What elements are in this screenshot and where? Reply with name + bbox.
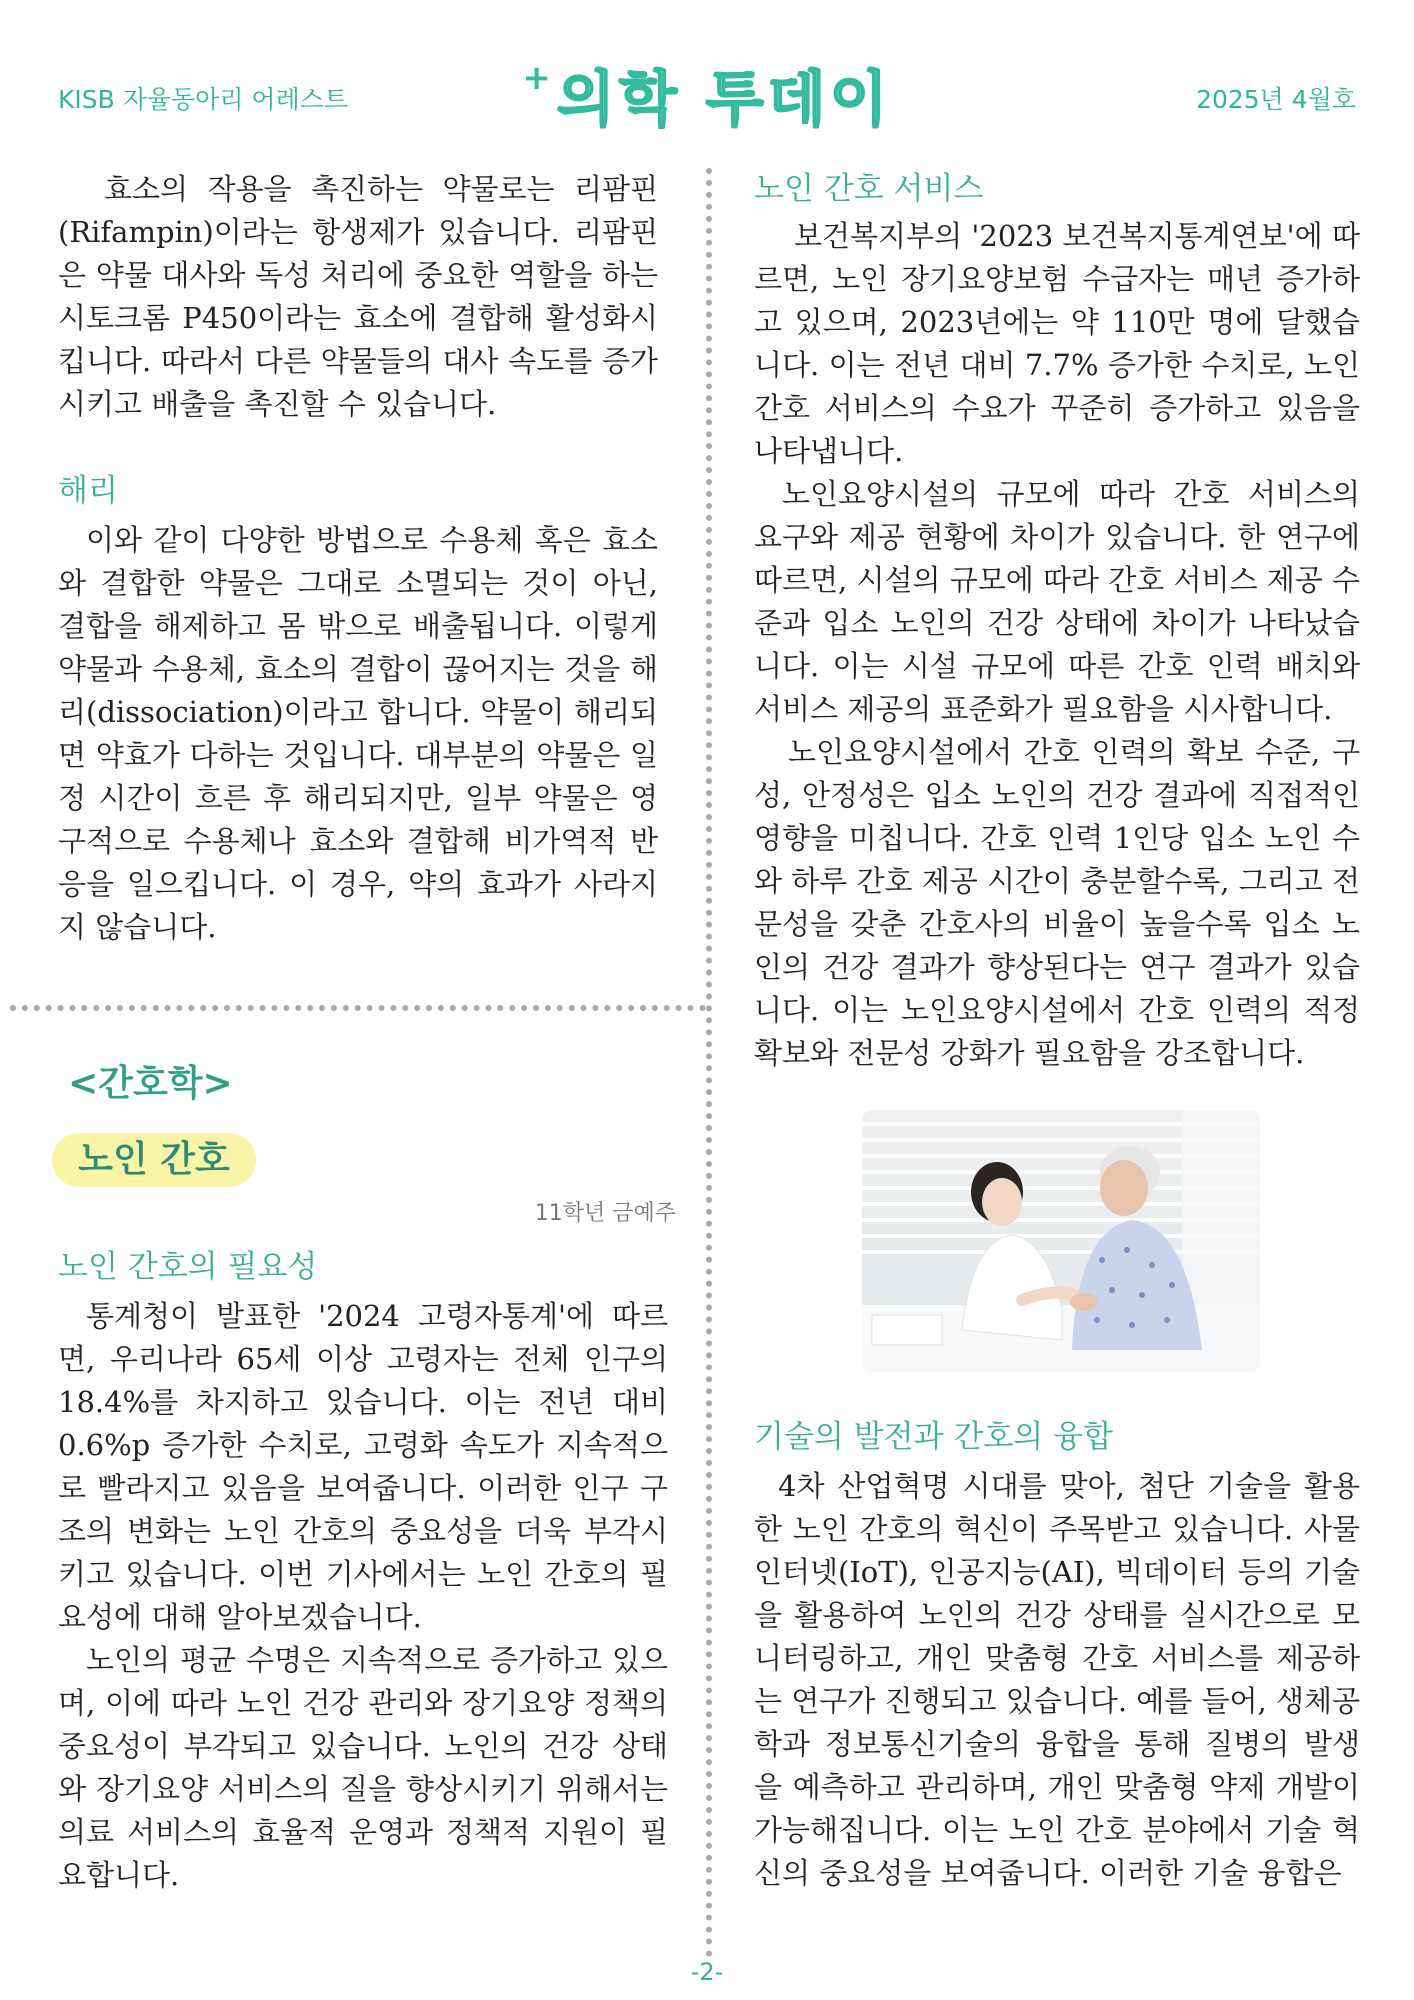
- article-title-pill: 노인 간호: [52, 1133, 256, 1187]
- tech-paragraph: 4차 산업혁명 시대를 맞아, 첨단 기술을 활용한 노인 간호의 혁신이 주목받고 있습니다. 사물인터넷(IoT), 인공지능(AI), 빅데이터 등의 기술을 활용하여 노인의 건강 상태를 실시간으로 모니터링하고, 개인 맞춤형 간호 서비스를 제공하는 연구가 진행되고 있습니다. 예를 들어, 생체공학과 정보통신기술의 융합을 통해 질병의 발생을 예측하고 관리하며, 개인 맞춤형 약제 개발이 가능해집니다. 이는 노인 간호 분야에서 기술 혁신의 중요성을 보여줍니다. 이러한 기술 융합은: [754, 1469, 1361, 1890]
- photo-illustration: [862, 1110, 1260, 1372]
- need-heading: 노인 간호의 필요성: [58, 1249, 318, 1285]
- rifampin-paragraph: 효소의 작용을 촉진하는 약물로는 리팜핀(Rifampin)이라는 항생제가 있습니다. 리팜핀은 약물 대사와 독성 처리에 중요한 역할을 하는 시토크롬 P450이라는 효소에 결합해 활성화시킵니다. 따라서 다른 약물들의 대사 속도를 증가시키고 배출을 촉진할 수 있습니다.: [58, 172, 658, 421]
- tech-heading: 기술의 발전과 간호의 융합: [754, 1419, 1113, 1455]
- masthead-title: 의학 투데이: [556, 65, 892, 135]
- author-byline: 11학년 금예주: [534, 1201, 676, 1226]
- issue-date: 2025년 4월호: [1196, 85, 1356, 114]
- right-column-top: [754, 168, 1360, 1075]
- left-column-bottom: [58, 1246, 668, 1897]
- statistics-paragraph: 통계청이 발표한 '2024 고령자통계'에 따르면, 우리나라 65세 이상 고령자는 전체 인구의 18.4%를 차지하고 있습니다. 이는 전년 대비 0.6%p 증가한 수치로, 고령화 속도가 지속적으로 빨라지고 있음을 보여줍니다. 이러한 인구 구조의 변화는 노인 간호의 중요성을 더욱 부각시키고 있습니다. 이번 기사에서는 노인 간호의 필요성에 대해 알아보겠습니다.: [58, 1299, 668, 1634]
- page-number: -2-: [690, 1958, 724, 1986]
- left-column-top: [58, 168, 658, 949]
- right-column-bottom: [754, 1416, 1360, 1895]
- column-divider: [706, 168, 712, 1958]
- service-heading: 노인 간호 서비스: [754, 171, 984, 207]
- staffing-paragraph: 노인요양시설에서 간호 인력의 확보 수준, 구성, 안정성은 입소 노인의 건강 결과에 직접적인 영향을 미칩니다. 간호 인력 1인당 입소 노인 수와 하루 간호 제공 시간이 충분할수록, 그리고 전문성을 갖춘 간호사의 비율이 높을수록 입소 노인의 건강 결과가 향상된다는 연구 결과가 있습니다. 이는 노인요양시설에서 간호 인력의 적정 확보와 전문성 강화가 필요함을 강조합니다.: [754, 735, 1361, 1070]
- facility-size-paragraph: 노인요양시설의 규모에 따라 간호 서비스의 요구와 제공 현황에 차이가 있습니다. 한 연구에 따르면, 시설의 규모에 따라 간호 서비스 제공 수준과 입소 노인의 건강 상태에 차이가 나타났습니다. 이는 시설 규모에 따른 간호 인력 배치와 서비스 제공의 표준화가 필요함을 시사합니다.: [754, 477, 1361, 726]
- section-title: <간호학>: [68, 1063, 233, 1104]
- lifespan-paragraph: 노인의 평균 수명은 지속적으로 증가하고 있으며, 이에 따라 노인 건강 관리와 장기요양 정책의 중요성이 부각되고 있습니다. 노인의 건강 상태와 장기요양 서비스의 질을 향상시키기 위해서는 의료 서비스의 효율적 운영과 정책적 지원이 필요합니다.: [58, 1643, 668, 1892]
- dissociation-paragraph: 이와 같이 다양한 방법으로 수용체 혹은 효소와 결합한 약물은 그대로 소멸되는 것이 아닌, 결합을 해제하고 몸 밖으로 배출됩니다. 이렇게 약물과 수용체, 효소의 결합이 끊어지는 것을 해리(dissociation)이라고 합니다. 약물이 해리되면 약효가 다하는 것입니다. 대부분의 약물은 일정 시간이 흐른 후 해리되지만, 일부 약물은 영구적으로 수용체나 효소와 결합해 비가역적 반응을 일으킵니다. 이 경우, 약의 효과가 사라지지 않습니다.: [58, 523, 658, 944]
- nurse-elderly-patient-photo: [862, 1110, 1260, 1372]
- masthead-plus: +: [522, 58, 555, 98]
- service-stats-paragraph: 보건복지부의 '2023 보건복지통계연보'에 따르면, 노인 장기요양보험 수급자는 매년 증가하고 있으며, 2023년에는 약 110만 명에 달했습니다. 이는 전년 대비 7.7% 증가한 수치로, 노인 간호 서비스의 수요가 꾸준히 증가하고 있음을 나타냅니다.: [754, 219, 1360, 468]
- club-name: KISB 자율동아리 어레스트: [58, 85, 349, 114]
- dissociation-heading: 해리: [58, 473, 118, 509]
- section-divider: [10, 1005, 706, 1011]
